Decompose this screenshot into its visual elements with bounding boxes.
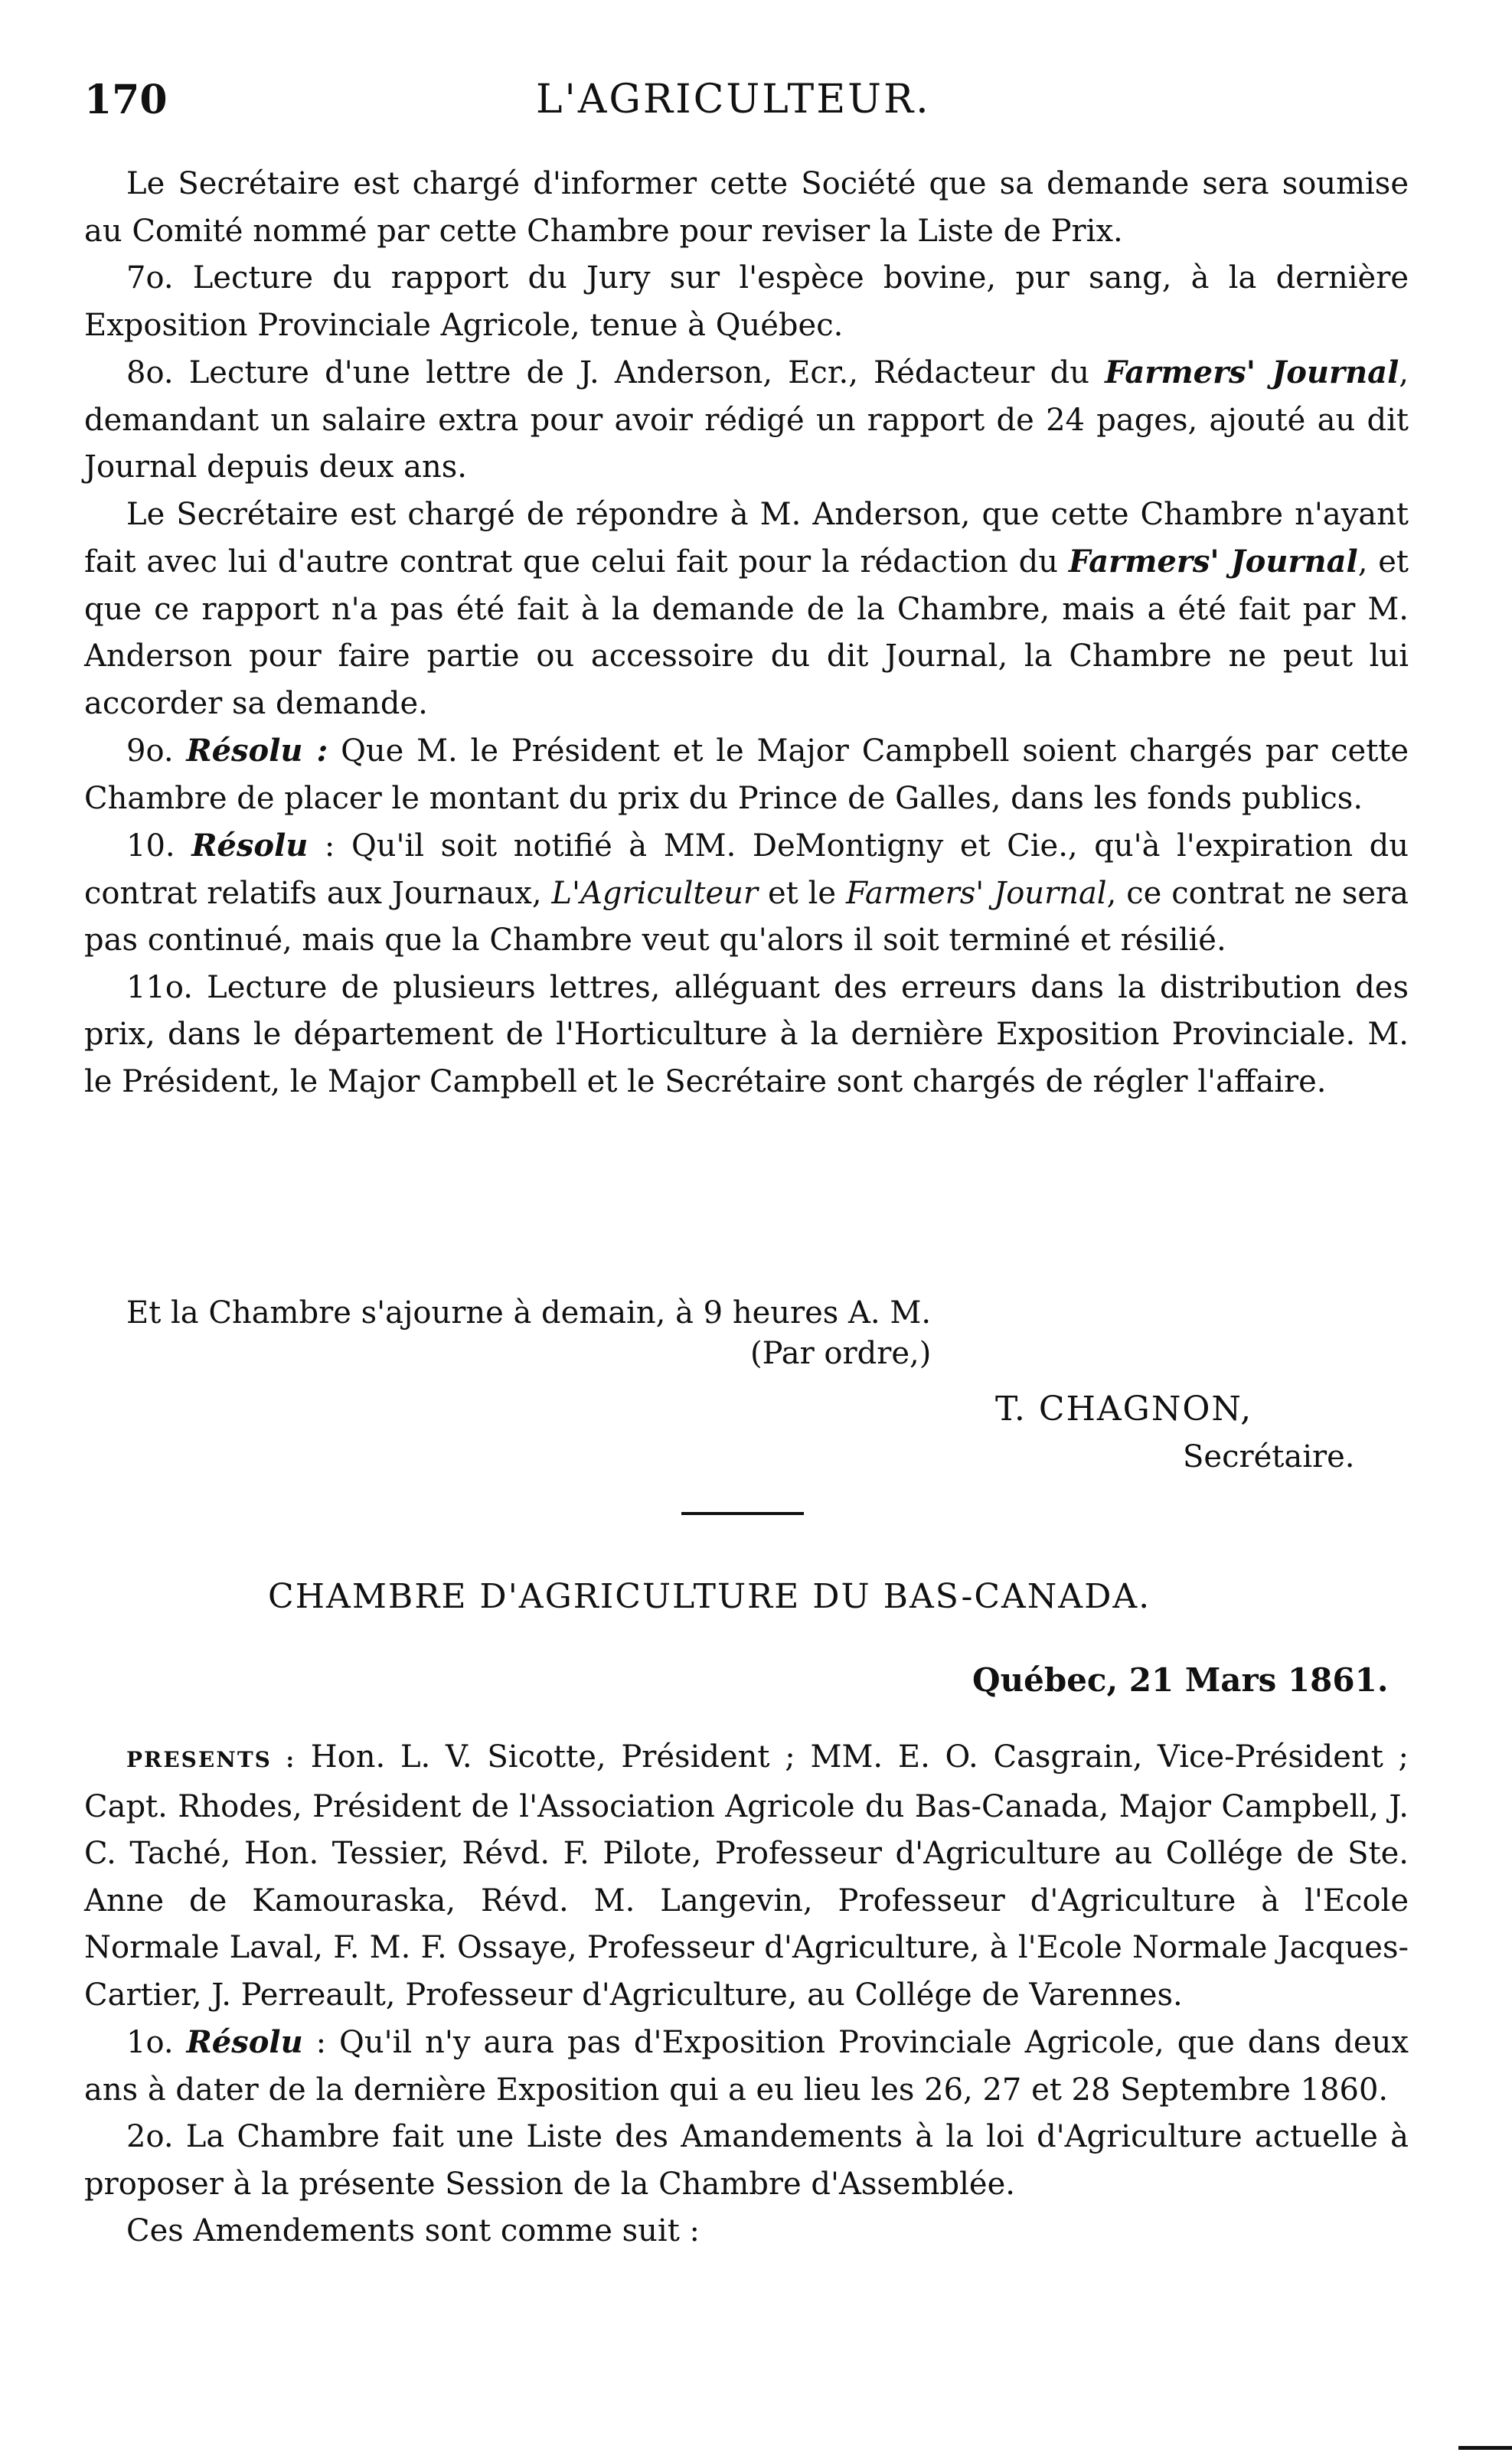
dateline: Québec, 21 Mars 1861. bbox=[972, 1661, 1389, 1699]
paragraph-item-11: 11o. Lecture de plusieurs lettres, alléguant des erreurs dans la distribution des prix, dans le département de l'Horticulture à la dernière Exposition Provinciale. M. le Président, le Major Campbell et le Secrétaire sont chargés de régler l'affaire. bbox=[84, 969, 1409, 1099]
item-10-resolu: Résolu bbox=[191, 828, 309, 864]
adjournment-line bbox=[84, 1290, 1409, 1336]
section-title: CHAMBRE D'AGRICULTURE DU BAS-CANADA. bbox=[268, 1577, 1151, 1616]
item-9-num: 9o. bbox=[126, 733, 187, 769]
paragraph-item-9 bbox=[84, 727, 1409, 822]
item-9-resolu: Résolu : bbox=[186, 733, 328, 769]
paragraph-item-3: Ces Amendements sont comme suit : bbox=[126, 2213, 700, 2248]
paragraph-item-1 bbox=[84, 2019, 1409, 2114]
running-head bbox=[84, 77, 1409, 130]
item-8-text-a: 8o. Lecture d'une lettre de J. Anderson, Ecr., Rédacteur du bbox=[126, 355, 1105, 390]
paragraph-secretary-notice: Le Secrétaire est chargé d'informer cette Société que sa demande sera soumise au Comité nommé par cette Chambre pour reviser la Liste de Prix. bbox=[84, 166, 1409, 249]
signature-order: (Par ordre,) bbox=[750, 1336, 932, 1371]
paragraph-secretary-reply bbox=[84, 491, 1409, 728]
item-10-journal-2: Farmers' Journal bbox=[846, 875, 1107, 911]
page-number: 170 bbox=[84, 77, 168, 123]
reply-text-b: , et que ce rapport n'a pas été fait à la demande de la Chambre, mais a été fait par M. Anderson pour faire partie ou accessoire du dit Journal, la Chambre ne peut lui accorder sa demande. bbox=[84, 544, 1409, 721]
paragraph-item-7: 7o. Lecture du rapport du Jury sur l'espèce bovine, pur sang, à la dernière Exposition Provinciale Agricole, tenue à Québec. bbox=[84, 260, 1409, 343]
paragraph-item-2: 2o. La Chambre fait une Liste des Amandements à la loi d'Agriculture actuelle à proposer à la présente Session de la Chambre d'Assemblée. bbox=[84, 2119, 1409, 2202]
item-10-text-b: , ce contrat ne sera pas continué, mais que la Chambre veut qu'alors il soit terminé et résilié. bbox=[84, 875, 1409, 958]
presents-label: PRESENTS : bbox=[126, 1747, 296, 1772]
adjournment-text: Et la Chambre s'ajourne à demain, à 9 heures A. M. bbox=[126, 1295, 932, 1331]
signature-name: T. CHAGNON, bbox=[995, 1390, 1253, 1429]
margin-mark bbox=[1458, 2446, 1512, 2450]
running-title: L'AGRICULTEUR. bbox=[536, 77, 931, 122]
paragraph-item-8 bbox=[84, 349, 1409, 491]
item-10-num: 10. bbox=[126, 828, 192, 864]
section-divider bbox=[681, 1512, 804, 1515]
signature-title: Secrétaire. bbox=[1183, 1439, 1355, 1474]
reply-text-a: Le Secrétaire est chargé de répondre à M. Anderson, que cette Chambre n'ayant fait avec lui d'autre contrat que celui fait pour la rédaction du bbox=[84, 496, 1409, 580]
item-10-mid: et le bbox=[758, 875, 847, 911]
item-1-text: : Qu'il n'y aura pas d'Exposition Provinciale Agricole, que dans deux ans à dater de la dernière Exposition qui a eu lieu les 26, 27 et 28 Septembre 1860. bbox=[84, 2025, 1409, 2108]
item-8-journal: Farmers' Journal bbox=[1105, 354, 1399, 390]
item-10-journal-1: L'Agriculteur bbox=[551, 875, 759, 911]
item-9-text: Que M. le Président et le Major Campbell soient chargés par cette Chambre de placer le montant du prix du Prince de Galles, dans les fonds publics. bbox=[84, 733, 1409, 816]
minutes-body-2 bbox=[84, 1734, 1409, 2255]
presents-text: Hon. L. V. Sicotte, Président ; MM. E. O. Casgrain, Vice-Président ; Capt. Rhodes, Président de l'Association Agricole du Bas-Canada, Major Campbell, J. C. Taché, Hon. Tessier, Révd. F. Pilote, Professeur d'Agriculture au Collége de Ste. Anne de Kamouraska, Révd. M. Langevin, Professeur d'Agriculture à l'Ecole Normale Laval, F. M. F. Ossaye, Professeur d'Agriculture, à l'Ecole Normale Jacques-Cartier, J. Perreault, Professeur d'Agriculture, au Collége de Varennes. bbox=[84, 1739, 1409, 2013]
paragraph-item-10 bbox=[84, 822, 1409, 965]
item-8-text-b: , demandant un salaire extra pour avoir rédigé un rapport de 24 pages, ajouté au dit Journal depuis deux ans. bbox=[84, 355, 1409, 485]
item-10-text-a: : Qu'il soit notifié à MM. DeMontigny et Cie., qu'à l'expiration du contrat relatifs aux Journaux, bbox=[84, 828, 1409, 911]
paragraph-presents bbox=[84, 1734, 1409, 2019]
item-1-resolu: Résolu bbox=[186, 2024, 303, 2060]
item-1-num: 1o. bbox=[126, 2025, 187, 2060]
reply-journal: Farmers' Journal bbox=[1068, 544, 1358, 580]
minutes-body bbox=[84, 161, 1409, 1105]
